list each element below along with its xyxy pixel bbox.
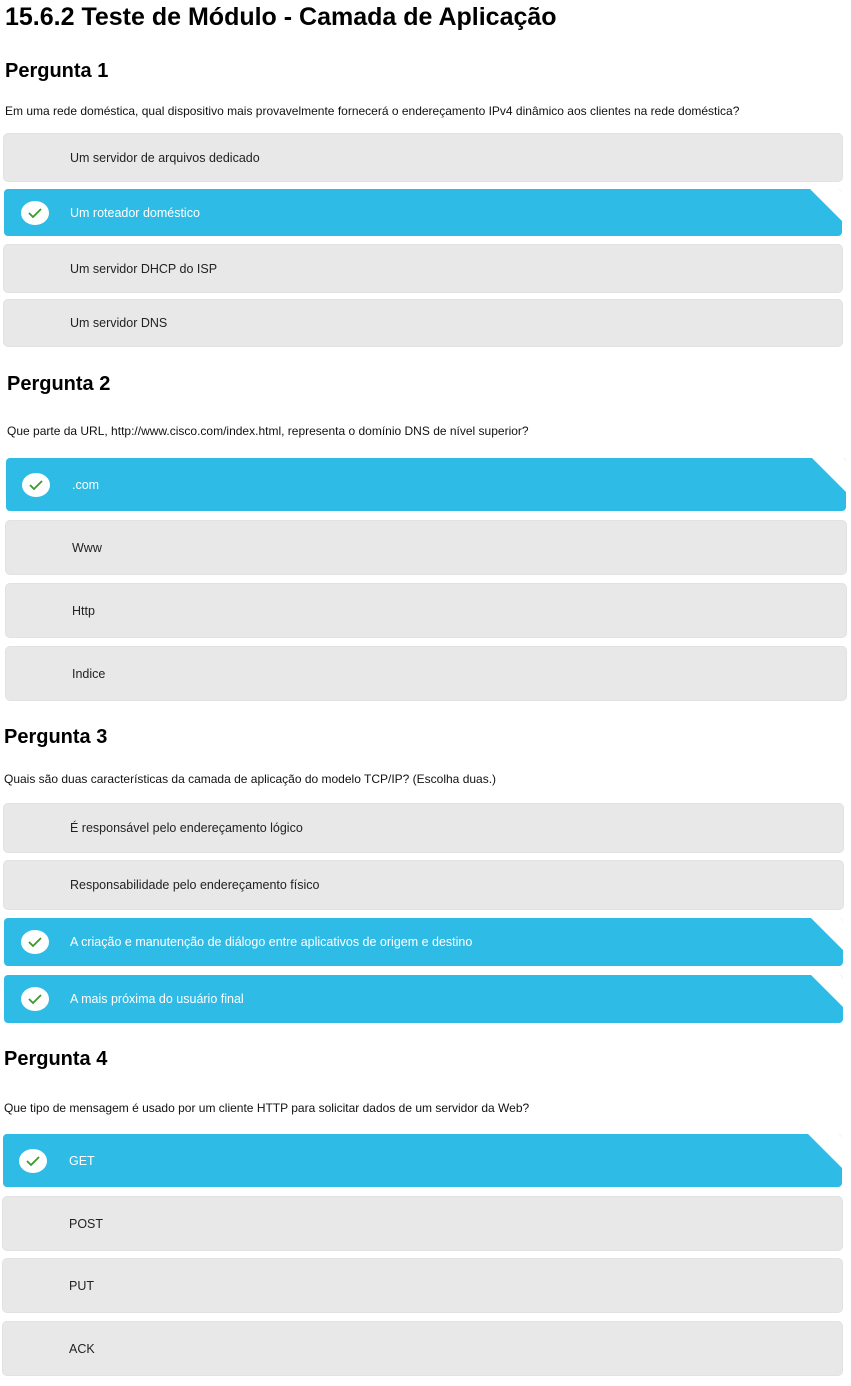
answer-option[interactable] bbox=[4, 300, 842, 346]
option-label: Http bbox=[72, 603, 95, 618]
answer-option[interactable] bbox=[4, 134, 842, 181]
option-label: A criação e manutenção de diálogo entre aplicativos de origem e destino bbox=[70, 935, 473, 949]
check-icon bbox=[21, 201, 49, 225]
answer-option[interactable] bbox=[3, 1197, 842, 1250]
answer-option[interactable] bbox=[4, 861, 843, 909]
option-label: PUT bbox=[69, 1278, 94, 1293]
question-title: Pergunta 3 bbox=[4, 726, 108, 748]
answer-option[interactable] bbox=[6, 521, 846, 574]
option-label: É responsável pelo endereçamento lógico bbox=[70, 821, 303, 835]
check-icon bbox=[19, 1149, 47, 1173]
check-icon bbox=[22, 473, 50, 497]
answer-option[interactable] bbox=[6, 647, 846, 700]
option-label: A mais próxima do usuário final bbox=[70, 992, 244, 1006]
selected-corner-marker bbox=[810, 189, 842, 221]
answer-option[interactable] bbox=[6, 584, 846, 637]
selected-corner-marker bbox=[808, 1134, 842, 1168]
check-icon bbox=[21, 987, 49, 1011]
answer-option[interactable] bbox=[4, 804, 843, 852]
option-label: Indice bbox=[72, 666, 106, 681]
option-label: ACK bbox=[69, 1341, 95, 1356]
page-title: 15.6.2 Teste de Módulo - Camada de Aplicação bbox=[5, 3, 557, 31]
question-title: Pergunta 1 bbox=[5, 60, 109, 82]
answer-option-selected[interactable] bbox=[4, 975, 843, 1023]
question-title: Pergunta 4 bbox=[4, 1048, 108, 1070]
question-title: Pergunta 2 bbox=[7, 373, 111, 395]
selected-corner-marker bbox=[811, 975, 843, 1007]
question-text: Quais são duas características da camada de aplicação do modelo TCP/IP? (Escolha duas.) bbox=[4, 772, 497, 786]
answer-option[interactable] bbox=[3, 1259, 842, 1312]
option-label: Um servidor de arquivos dedicado bbox=[70, 150, 260, 165]
option-label: Um servidor DHCP do ISP bbox=[70, 261, 218, 276]
selected-corner-marker bbox=[812, 458, 846, 492]
question-text: Que tipo de mensagem é usado por um cliente HTTP para solicitar dados de um servidor da Web? bbox=[4, 1101, 530, 1115]
answer-option-selected[interactable] bbox=[4, 918, 843, 966]
answer-option-selected[interactable] bbox=[4, 189, 842, 236]
option-label: Www bbox=[72, 540, 102, 555]
check-icon bbox=[21, 930, 49, 954]
option-label: Responsabilidade pelo endereçamento físico bbox=[70, 878, 320, 892]
option-label: Um roteador doméstico bbox=[70, 205, 200, 220]
answer-option-selected[interactable] bbox=[6, 458, 846, 511]
answer-option[interactable] bbox=[3, 1322, 842, 1375]
option-label: POST bbox=[69, 1216, 104, 1231]
option-label: Um servidor DNS bbox=[70, 316, 168, 330]
question-text: Que parte da URL, http://www.cisco.com/index.html, representa o domínio DNS de nível superior? bbox=[7, 424, 529, 438]
selected-corner-marker bbox=[811, 918, 843, 950]
answer-option-selected[interactable] bbox=[3, 1134, 842, 1187]
question-text: Em uma rede doméstica, qual dispositivo mais provavelmente fornecerá o endereçamento IPv4 dinâmico aos clientes na rede doméstica? bbox=[5, 104, 740, 118]
option-label: .com bbox=[72, 477, 100, 492]
option-label: GET bbox=[69, 1153, 95, 1168]
answer-option[interactable] bbox=[4, 245, 842, 292]
